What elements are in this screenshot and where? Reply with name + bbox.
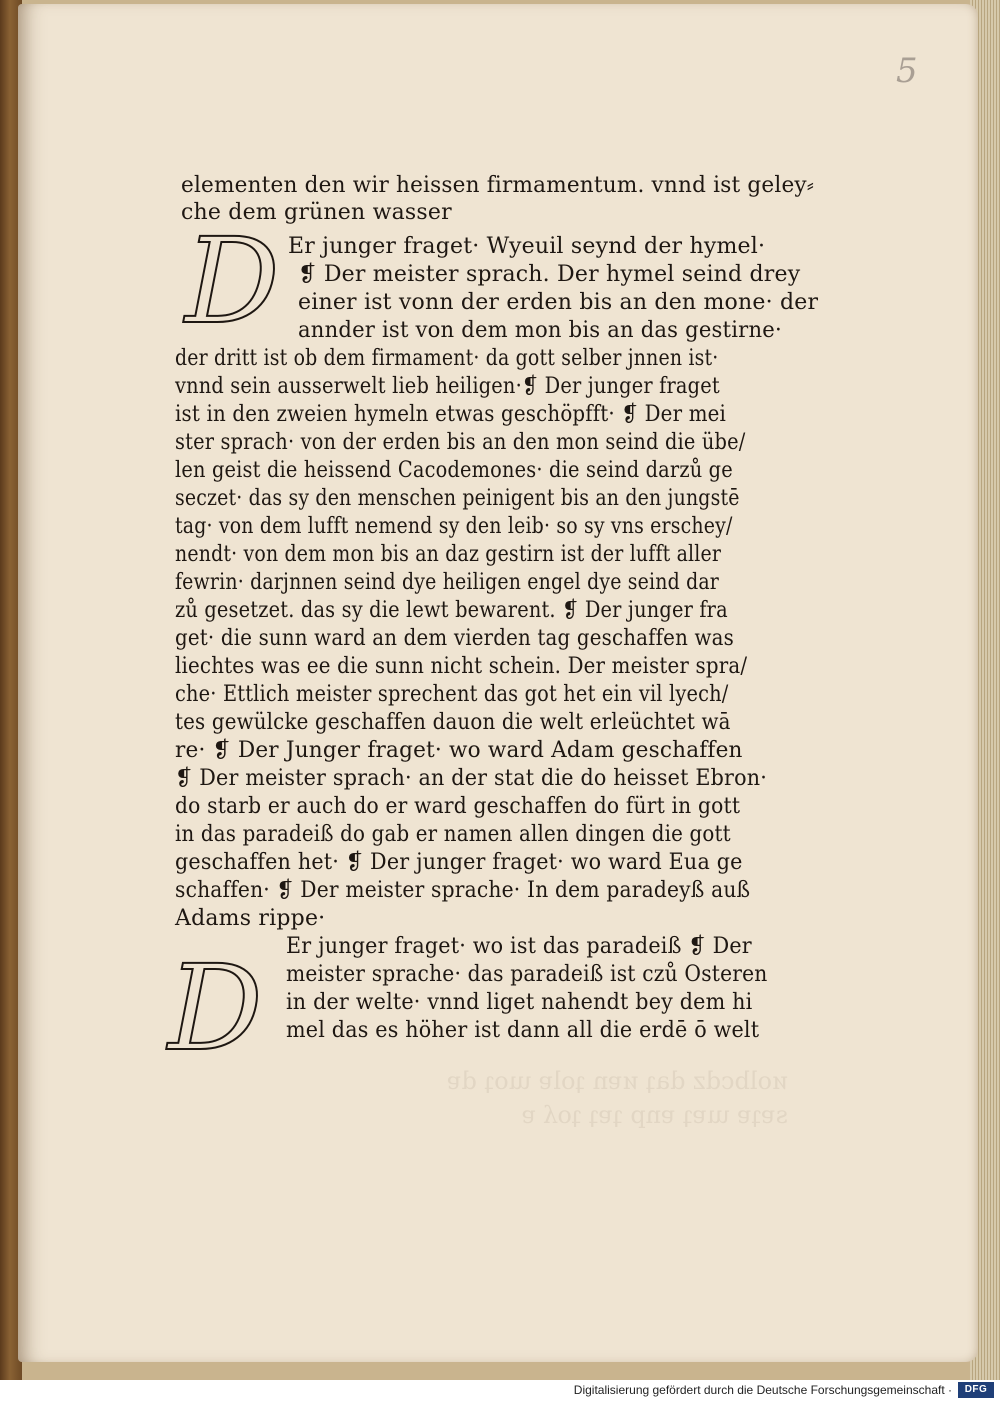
- folio-number: 5: [896, 51, 918, 91]
- text-line: ster sprach· von der erden bis an den mon seind die übe/: [175, 430, 746, 455]
- text-line: fewrin· darjnnen seind dye heiligen engel dye seind dar: [175, 570, 720, 595]
- text-line: tag· von dem lufft nemend sy den leib· so sy vns erschey/: [175, 514, 733, 539]
- text-line: do starb er auch do er ward geschaffen do fürt in gott: [175, 794, 741, 819]
- book-page: [18, 4, 978, 1362]
- text-line: ❡ Der meister sprach. Der hymel seind drey: [298, 262, 801, 287]
- decorated-initial: D: [168, 939, 263, 1077]
- text-line: che· Ettlich meister sprechent das got het ein vil lyech/: [175, 682, 729, 707]
- text-line: nendt· von dem mon bis an daz gestirn ist der lufft aller: [175, 542, 722, 567]
- funding-credit: Digitalisierung gefördert durch die Deutsche Forschungsgemeinschaft ·: [573, 1383, 952, 1397]
- text-line: len geist die heissend Cacodemones· die seind darzů ge: [175, 458, 733, 483]
- digitization-footer: [0, 1380, 1000, 1401]
- text-line: in der welte· vnnd liget nahendt bey dem hi: [286, 990, 753, 1015]
- text-line: re· ❡ Der Junger fraget· wo ward Adam geschaffen: [175, 738, 743, 763]
- text-line: get· die sunn ward an dem vierden tag geschaffen was: [175, 626, 734, 651]
- dfg-logo: DFG: [958, 1382, 994, 1398]
- text-line: seczet· das sy den menschen peinigent bis an den jungstē: [175, 486, 740, 511]
- show-through-text: ᴎolbcdz daʇ ᴎɐn ʇolɐ ɯoʇ dɐ sɐʇɐ ɯɐʇ ɐnp ʇɐʇ ʇoʎ ɐ: [447, 1067, 788, 1129]
- text-line: Er junger fraget· wo ist das paradeiß ❡ Der: [286, 934, 752, 959]
- text-line: elementen den wir heissen firmamentum. vnnd ist geley⸗: [181, 173, 815, 198]
- text-line: vnnd sein ausserwelt lieb heiligen·❡ Der junger fraget: [175, 374, 720, 399]
- text-line: zů gesetzet. das sy die lewt bewarent. ❡ Der junger fra: [175, 598, 728, 623]
- text-line: ist in den zweien hymeln etwas geschöpfft· ❡ Der mei: [175, 402, 727, 427]
- text-line: annder ist von dem mon bis an das gestirne·: [298, 318, 782, 343]
- text-line: geschaffen het· ❡ Der junger fraget· wo ward Eua ge: [175, 850, 743, 875]
- text-line: schaffen· ❡ Der meister sprache· In dem paradeyß auß: [175, 878, 751, 903]
- text-line: einer ist vonn der erden bis an den mone· der: [298, 290, 819, 315]
- text-line: tes gewülcke geschaffen dauon die welt erleüchtet wā: [175, 710, 731, 735]
- text-line: der dritt ist ob dem firmament· da gott selber jnnen ist·: [175, 346, 719, 371]
- text-line: Adams rippe·: [175, 906, 326, 931]
- text-line: liechtes was ee die sunn nicht schein. Der meister spra/: [175, 654, 748, 679]
- text-line: ❡ Der meister sprach· an der stat die do heisset Ebron·: [175, 766, 768, 791]
- text-line: che dem grünen wasser: [181, 200, 452, 225]
- text-line: mel das es höher ist dann all die erdē ō welt: [286, 1018, 760, 1043]
- text-line: Er junger fraget· Wyeuil seynd der hymel·: [288, 234, 766, 259]
- text-line: meister sprache· das paradeiß ist czů Osteren: [286, 962, 768, 987]
- decorated-initial: D: [185, 212, 280, 350]
- text-line: in das paradeiß do gab er namen allen dingen die gott: [175, 822, 731, 847]
